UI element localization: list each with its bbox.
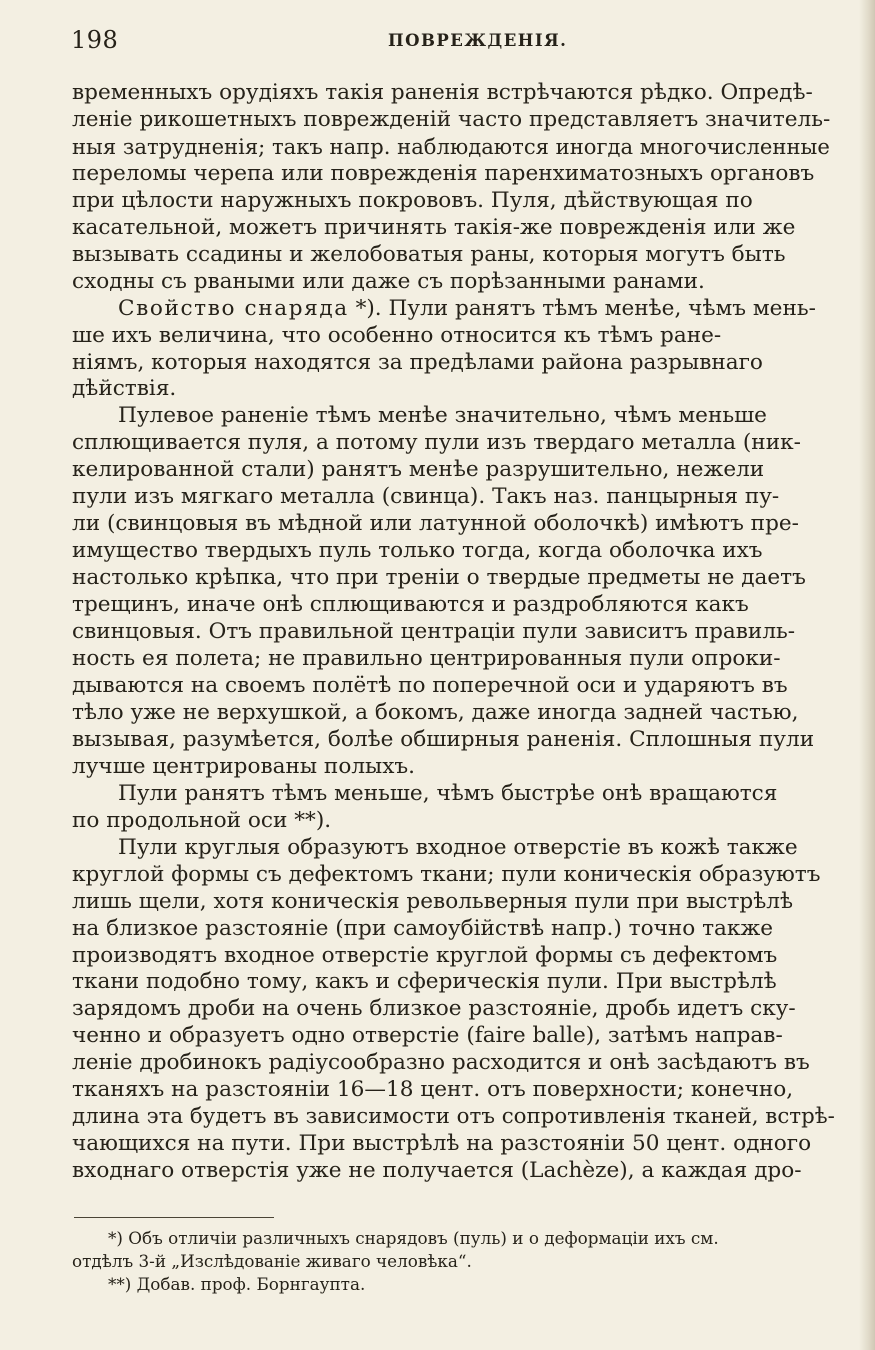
text-line [72,296,836,323]
text-line: по продольной оси **). [72,807,332,833]
text-line: леніе рикошетныхъ поврежденій часто представляетъ значитель- [72,106,831,132]
text-line: Пули круглыя образуютъ входное отверстіе въ кожѣ также [118,834,798,860]
text-line: сплющивается пуля, а потому пули изъ твердаго металла (ник- [72,430,801,456]
text-line: дѣйствія. [72,376,177,402]
footnote-2: **) Добав. проф. Борнгаупта. [108,1274,366,1294]
text-line: ніямъ, которыя находятся за предѣлами района разрывнаго [72,349,763,375]
text-line: келированной стали) ранятъ менѣе разрушительно, нежели [72,457,765,483]
footnote-1: *) Объ отличіи различныхъ снарядовъ (пуль) и о деформаціи ихъ см. [108,1228,719,1248]
text-line: тѣло уже не верхушкой, а бокомъ, даже иногда задней частью, [72,699,799,725]
text-line: при цѣлости наружныхъ покрововъ. Пуля, дѣйствующая по [72,187,753,213]
text-line: свинцовыя. Отъ правильной центраціи пули зависитъ правиль- [72,619,796,645]
text-line: пули изъ мягкаго металла (свинца). Такъ наз. панцырныя пу- [72,484,780,510]
footnote-1-continuation: отдѣлъ 3-й „Изслѣдованіе живаго человѣка“. [72,1251,472,1271]
text-line: касательной, можетъ причинять такія-же поврежденія или же [72,214,796,240]
text-line: дываются на своемъ полётѣ по поперечной оси и ударяютъ въ [72,672,788,698]
text-line: вызывать ссадины и желобоватыя раны, которыя могутъ быть [72,241,786,267]
text-line: лишь щели, хотя коническія револьверныя пули при выстрѣлѣ [72,888,793,914]
text-line: настолько крѣпка, что при треніи о твердые предметы не даетъ [72,565,806,591]
text-line: на близкое разстояніе (при самоубійствѣ напр.) точно также [72,915,774,941]
text-line: ченно и образуетъ одно отверстіе (faire balle), затѣмъ направ- [72,1023,783,1049]
page-number: 198 [71,26,119,54]
text-line: вызывая, разумѣется, болѣе обширныя раненія. Сплошныя пули [72,726,815,752]
text-line: Пули ранятъ тѣмъ меньше, чѣмъ быстрѣе онѣ вращаются [118,780,778,806]
text-line: длина эта будетъ въ зависимости отъ сопротивленія тканей, встрѣ- [72,1104,835,1130]
text-line: сходны съ рваными или даже съ порѣзанными ранами. [72,268,705,294]
footnotes [72,1227,836,1296]
page-edge-shadow [859,0,875,1350]
page-header [71,26,841,60]
text-line: тканяхъ на разстояніи 16—18 цент. отъ поверхности; конечно, [72,1077,794,1103]
text-line: ткани подобно тому, какъ и сферическія пули. При выстрѣлѣ [72,969,777,995]
text-line: имущество твердыхъ пуль только тогда, когда оболочка ихъ [72,538,763,564]
body-text [72,80,836,1185]
text-line: временныхъ орудіяхъ такія раненія встрѣчаются рѣдко. Опредѣ- [72,80,813,105]
text-line: лучше центрированы полыхъ. [72,753,416,779]
text-line: ли (свинцовыя въ мѣдной или латунной оболочкѣ) имѣютъ пре- [72,511,799,537]
text-line: ность ея полета; не правильно центрированныя пули опроки- [72,646,781,672]
text-line: входнаго отверстія уже не получается (Lachèze), а каждая дро- [72,1158,802,1184]
text-line: производятъ входное отверстіе круглой формы съ дефектомъ [72,942,778,968]
text-line: зарядомъ дроби на очень близкое разстояніе, дробь идетъ ску- [72,996,796,1022]
spaced-heading-term: Свойство снаряда [118,295,349,321]
text-line: чающихся на пути. При выстрѣлѣ на разстояніи 50 цент. одного [72,1131,812,1157]
text-line: трещинъ, иначе онѣ сплющиваются и раздробляются какъ [72,592,749,618]
text-line: ныя затрудненія; такъ напр. наблюдаются иногда многочисленные [72,133,830,159]
text-line: круглой формы съ дефектомъ ткани; пули коническія образуютъ [72,861,821,887]
running-title: ПОВРЕЖДЕНІЯ. [388,31,568,50]
text-line: Пулевое раненіе тѣмъ менѣе значительно, чѣмъ меньше [118,403,767,429]
text-line: ше ихъ величина, что особенно относится къ тѣмъ ране- [72,322,722,348]
footnote-divider [74,1217,274,1218]
text-line: леніе дробинокъ радіусообразно расходится и онѣ засѣдаютъ въ [72,1050,810,1076]
text-line: переломы черепа или поврежденія паренхиматозныхъ органовъ [72,160,815,186]
text-line-continuation: *). Пули ранятъ тѣмъ менѣе, чѣмъ мень- [348,295,816,321]
